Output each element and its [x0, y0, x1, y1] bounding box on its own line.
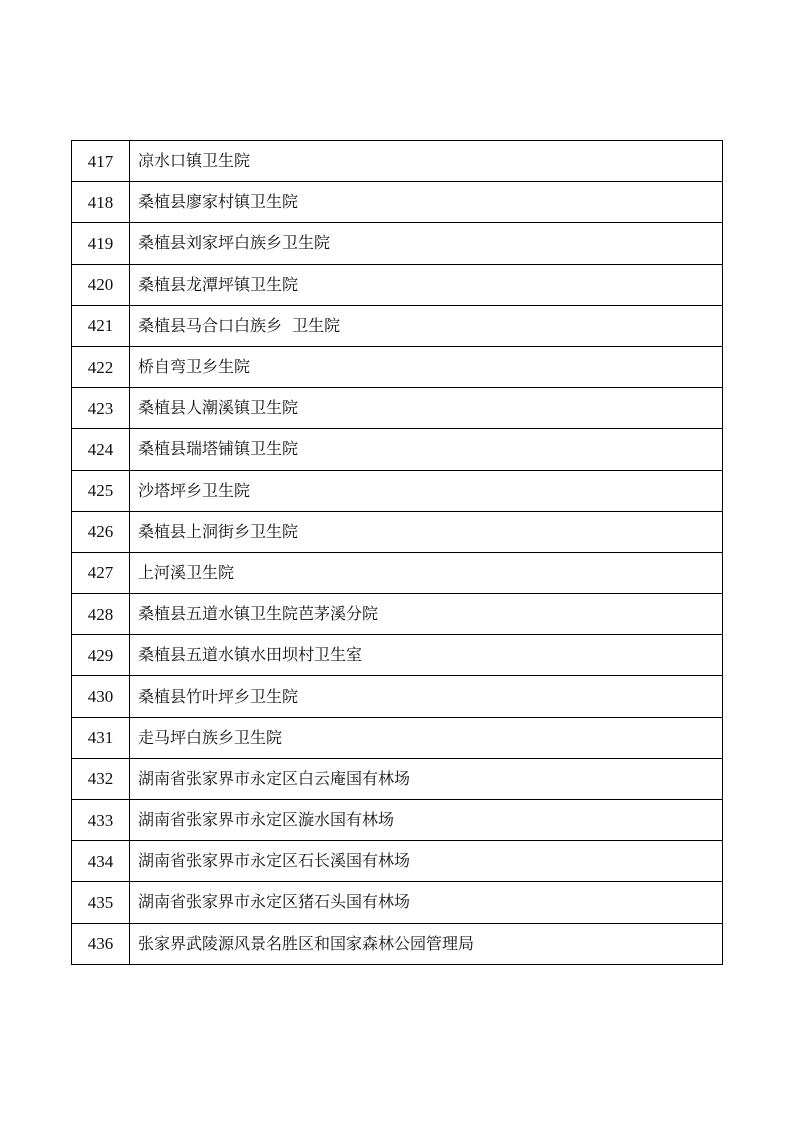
table-row — [72, 841, 723, 882]
institution-name: 桑植县刘家坪白族乡卫生院 — [130, 223, 723, 264]
institution-name: 湖南省张家界市永定区石长溪国有林场 — [130, 841, 723, 882]
table-row — [72, 470, 723, 511]
institution-name: 桑植县五道水镇水田坝村卫生室 — [130, 635, 723, 676]
table-row — [72, 346, 723, 387]
table-row — [72, 223, 723, 264]
row-number: 421 — [72, 305, 130, 346]
row-number: 422 — [72, 346, 130, 387]
institution-name: 桑植县上洞街乡卫生院 — [130, 511, 723, 552]
institution-name: 沙塔坪乡卫生院 — [130, 470, 723, 511]
table-row — [72, 594, 723, 635]
table-row — [72, 800, 723, 841]
institution-name: 桑植县马合口白族乡 卫生院 — [130, 305, 723, 346]
institution-name: 桑植县竹叶坪乡卫生院 — [130, 676, 723, 717]
institution-name: 张家界武陵源风景名胜区和国家森林公园管理局 — [130, 923, 723, 964]
institution-name: 上河溪卫生院 — [130, 552, 723, 593]
institution-name: 湖南省张家界市永定区猪石头国有林场 — [130, 882, 723, 923]
row-number: 432 — [72, 758, 130, 799]
row-number: 424 — [72, 429, 130, 470]
table-row — [72, 264, 723, 305]
institution-name: 桥自弯卫乡生院 — [130, 346, 723, 387]
row-number: 431 — [72, 717, 130, 758]
institution-name: 湖南省张家界市永定区漩水国有林场 — [130, 800, 723, 841]
table-row — [72, 882, 723, 923]
row-number: 436 — [72, 923, 130, 964]
institution-name: 桑植县瑞塔铺镇卫生院 — [130, 429, 723, 470]
table-row — [72, 182, 723, 223]
table-row — [72, 923, 723, 964]
row-number: 429 — [72, 635, 130, 676]
row-number: 423 — [72, 388, 130, 429]
table-row — [72, 305, 723, 346]
institution-name: 凉水口镇卫生院 — [130, 141, 723, 182]
row-number: 435 — [72, 882, 130, 923]
table-row — [72, 552, 723, 593]
row-number: 430 — [72, 676, 130, 717]
row-number: 418 — [72, 182, 130, 223]
table-row — [72, 388, 723, 429]
institution-table — [71, 140, 723, 965]
table-body — [72, 141, 723, 965]
row-number: 417 — [72, 141, 130, 182]
institution-name: 桑植县人潮溪镇卫生院 — [130, 388, 723, 429]
institution-name: 桑植县廖家村镇卫生院 — [130, 182, 723, 223]
row-number: 427 — [72, 552, 130, 593]
table-row — [72, 758, 723, 799]
table-row — [72, 429, 723, 470]
row-number: 433 — [72, 800, 130, 841]
table-row — [72, 717, 723, 758]
table-row — [72, 511, 723, 552]
row-number: 420 — [72, 264, 130, 305]
table-row — [72, 635, 723, 676]
institution-name: 桑植县五道水镇卫生院芭茅溪分院 — [130, 594, 723, 635]
row-number: 425 — [72, 470, 130, 511]
row-number: 419 — [72, 223, 130, 264]
row-number: 426 — [72, 511, 130, 552]
row-number: 428 — [72, 594, 130, 635]
institution-name: 走马坪白族乡卫生院 — [130, 717, 723, 758]
institution-name: 桑植县龙潭坪镇卫生院 — [130, 264, 723, 305]
table-row — [72, 141, 723, 182]
row-number: 434 — [72, 841, 130, 882]
institution-name: 湖南省张家界市永定区白云庵国有林场 — [130, 758, 723, 799]
table-row — [72, 676, 723, 717]
